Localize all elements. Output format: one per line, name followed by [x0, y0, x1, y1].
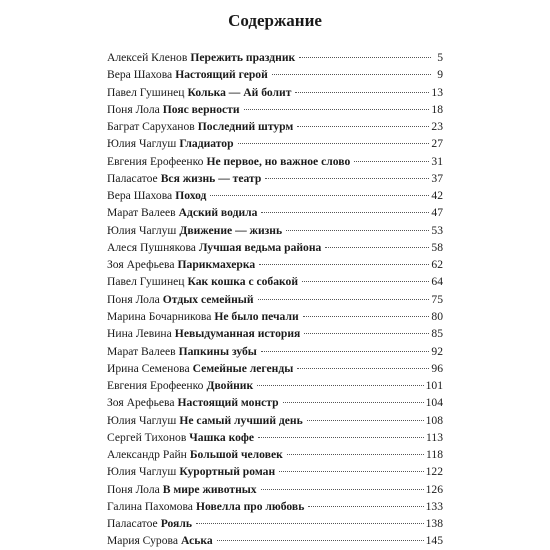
toc-entry-author: Сергей Тихонов — [107, 430, 187, 444]
toc-entry-author: Ирина Семенова — [107, 361, 190, 375]
toc-entry-page-number: 145 — [425, 534, 443, 548]
toc-entry-title: Папкины зубы — [178, 344, 257, 358]
toc-entry — [107, 446, 443, 463]
toc-entry-leader — [210, 195, 429, 196]
toc-entry-title: Новелла про любовь — [195, 499, 305, 513]
toc-entry-title: Движение — жизнь — [179, 223, 283, 237]
toc-entry-page-number: 5 — [437, 51, 443, 64]
toc-entry — [107, 343, 443, 360]
toc-entry-author: Галина Пахомова — [107, 499, 193, 513]
toc-entry — [107, 515, 443, 532]
toc-entry-leader — [297, 368, 429, 369]
toc-entry — [107, 481, 443, 498]
toc-entry-author: Алексей Кленов — [107, 51, 188, 64]
toc-entry-page-number: 138 — [425, 517, 443, 531]
toc-entry-page-number: 18 — [431, 102, 443, 116]
toc-entry-title: Двойник — [206, 379, 254, 393]
table-of-contents — [107, 49, 443, 550]
toc-entry — [107, 101, 443, 118]
toc-entry-leader — [258, 299, 430, 300]
toc-entry-page-number: 104 — [425, 396, 443, 410]
toc-entry-author: Александр Райн — [107, 448, 187, 462]
toc-entry-author: Баграт Саруханов — [107, 120, 195, 134]
toc-entry-page-number: 13 — [431, 85, 443, 99]
toc-entry-leader — [297, 126, 429, 127]
toc-entry — [107, 273, 443, 290]
toc-entry — [107, 239, 443, 256]
toc-entry-leader — [303, 316, 430, 317]
toc-entry-author: Зоя Арефьева — [107, 258, 175, 272]
toc-entry-author: Мария Сурова — [107, 534, 178, 548]
toc-entry-title: Последний штурм — [197, 120, 294, 134]
toc-entry-author: Юлия Чаглуш — [107, 137, 177, 151]
toc-entry-page-number: 9 — [437, 68, 443, 82]
toc-entry — [107, 204, 443, 221]
toc-entry-title: Аська — [181, 534, 213, 548]
toc-entry-page-number: 85 — [431, 327, 443, 341]
toc-entry-leader — [259, 264, 429, 265]
toc-entry — [107, 135, 443, 152]
toc-entry — [107, 360, 443, 377]
toc-entry-author: Поня Лола — [107, 482, 160, 496]
toc-entry-leader — [308, 506, 423, 507]
toc-entry — [107, 498, 443, 515]
toc-entry-page-number: 42 — [431, 189, 443, 203]
toc-entry-leader — [257, 385, 423, 386]
toc-entry-page-number: 75 — [431, 292, 443, 306]
toc-entry-author: Юлия Чаглуш — [107, 413, 177, 427]
toc-entry-title: Большой человек — [189, 448, 283, 462]
toc-entry-author: Юлия Чаглуш — [107, 465, 177, 479]
toc-entry — [107, 463, 443, 480]
toc-entry-author: Вера Шахова — [107, 189, 173, 203]
toc-entry-page-number: 126 — [425, 482, 443, 496]
toc-entry — [107, 66, 443, 83]
toc-entry-title: Рояль — [160, 517, 192, 531]
toc-entry-leader — [258, 437, 424, 438]
toc-entry — [107, 412, 443, 429]
toc-entry-page-number: 64 — [431, 275, 443, 289]
toc-entry — [107, 118, 443, 135]
toc-entry-title: Колька — Ай болит — [187, 85, 292, 99]
toc-entry — [107, 377, 443, 394]
toc-entry-leader — [217, 540, 424, 541]
toc-entry-leader — [272, 74, 431, 75]
toc-entry-title: Семейные легенды — [192, 361, 294, 375]
toc-entry-leader — [261, 212, 429, 213]
toc-entry-page-number: 92 — [431, 344, 443, 358]
toc-entry-leader — [287, 454, 424, 455]
toc-entry — [107, 256, 443, 273]
page-title: Содержание — [228, 11, 322, 30]
toc-entry-page-number: 113 — [426, 430, 443, 444]
toc-entry-page-number: 108 — [425, 413, 443, 427]
toc-entry-leader — [261, 351, 430, 352]
toc-entry — [107, 291, 443, 308]
toc-entry-title: Лучшая ведьма района — [198, 240, 322, 254]
toc-entry-leader — [302, 281, 429, 282]
toc-entry-page-number: 37 — [431, 171, 443, 185]
toc-entry-page-number: 27 — [431, 137, 443, 151]
toc-entry-author: Павел Гушинец — [107, 275, 185, 289]
toc-entry-title: Поход — [175, 189, 207, 203]
toc-entry-leader — [279, 471, 423, 472]
toc-entry-page-number: 122 — [425, 465, 443, 479]
toc-entry-title: Как кошка с собакой — [187, 275, 299, 289]
toc-entry-author: Евгения Ерофеенко — [107, 154, 204, 168]
toc-entry-title: В мире животных — [162, 482, 257, 496]
toc-entry-author: Поня Лола — [107, 102, 160, 116]
toc-entry — [107, 429, 443, 446]
toc-entry-leader — [304, 333, 429, 334]
toc-entry-leader — [354, 161, 429, 162]
toc-entry-page-number: 47 — [431, 206, 443, 220]
toc-entry-author: Паласатое — [107, 171, 158, 185]
toc-entry-leader — [286, 230, 429, 231]
toc-entry — [107, 153, 443, 170]
toc-entry-leader — [261, 489, 424, 490]
toc-entry-title: Пояс верности — [162, 102, 240, 116]
toc-entry — [107, 170, 443, 187]
toc-entry-author: Зоя Арефьева — [107, 396, 175, 410]
toc-entry-page-number: 58 — [431, 240, 443, 254]
toc-entry — [107, 187, 443, 204]
toc-entry-title: Гладиатор — [179, 137, 234, 151]
toc-entry — [107, 308, 443, 325]
toc-entry-author: Нина Левина — [107, 327, 172, 341]
toc-entry-title: Отдых семейный — [162, 292, 254, 306]
toc-entry-page-number: 101 — [425, 379, 443, 393]
toc-entry-page-number: 133 — [425, 499, 443, 513]
toc-entry-page-number: 80 — [431, 309, 443, 323]
toc-entry-author: Марат Валеев — [107, 206, 176, 220]
toc-entry-title: Не было печали — [214, 309, 299, 323]
toc-entry-page-number: 62 — [431, 258, 443, 272]
toc-entry — [107, 532, 443, 549]
toc-entry-leader — [325, 247, 429, 248]
toc-entry-title: Чашка кофе — [189, 430, 255, 444]
toc-entry-title: Не первое, но важное слово — [206, 154, 351, 168]
toc-entry-author: Вера Шахова — [107, 68, 173, 82]
toc-entry-leader — [196, 523, 424, 524]
toc-entry-title: Настоящий монстр — [177, 396, 279, 410]
toc-entry-title: Вся жизнь — театр — [160, 171, 262, 185]
toc-entry-author: Паласатое — [107, 517, 158, 531]
toc-entry-author: Марина Бочарникова — [107, 309, 212, 323]
toc-entry-author: Алеся Пушнякова — [107, 240, 196, 254]
toc-entry-leader — [307, 420, 424, 421]
toc-entry-title: Невыдуманная история — [174, 327, 301, 341]
toc-entry-title: Парикмахерка — [177, 258, 256, 272]
toc-entry-leader — [265, 178, 429, 179]
toc-entry-title: Настоящий герой — [175, 68, 268, 82]
toc-entry — [107, 49, 443, 66]
toc-entry-author: Поня Лола — [107, 292, 160, 306]
toc-entry-page-number: 23 — [431, 120, 443, 134]
toc-entry — [107, 222, 443, 239]
toc-entry-author: Юлия Чаглуш — [107, 223, 177, 237]
toc-entry-page-number: 53 — [431, 223, 443, 237]
toc-entry-leader — [299, 57, 431, 58]
toc-entry-title: Не самый лучший день — [179, 413, 303, 427]
toc-entry — [107, 84, 443, 101]
toc-entry-author: Павел Гушинец — [107, 85, 185, 99]
toc-entry-leader — [295, 92, 429, 93]
toc-entry-title: Адский водила — [178, 206, 258, 220]
toc-entry-page-number: 96 — [431, 361, 443, 375]
toc-entry — [107, 394, 443, 411]
toc-entry-title: Курортный роман — [179, 465, 276, 479]
toc-entry-page-number: 31 — [431, 154, 443, 168]
toc-entry-leader — [238, 143, 430, 144]
toc-entry-leader — [283, 402, 424, 403]
toc-entry-leader — [244, 109, 430, 110]
toc-entry — [107, 325, 443, 342]
toc-entry-page-number: 118 — [426, 448, 443, 462]
toc-entry-author: Евгения Ерофеенко — [107, 379, 204, 393]
toc-entry-title: Пережить праздник — [190, 51, 296, 64]
toc-entry-author: Марат Валеев — [107, 344, 176, 358]
